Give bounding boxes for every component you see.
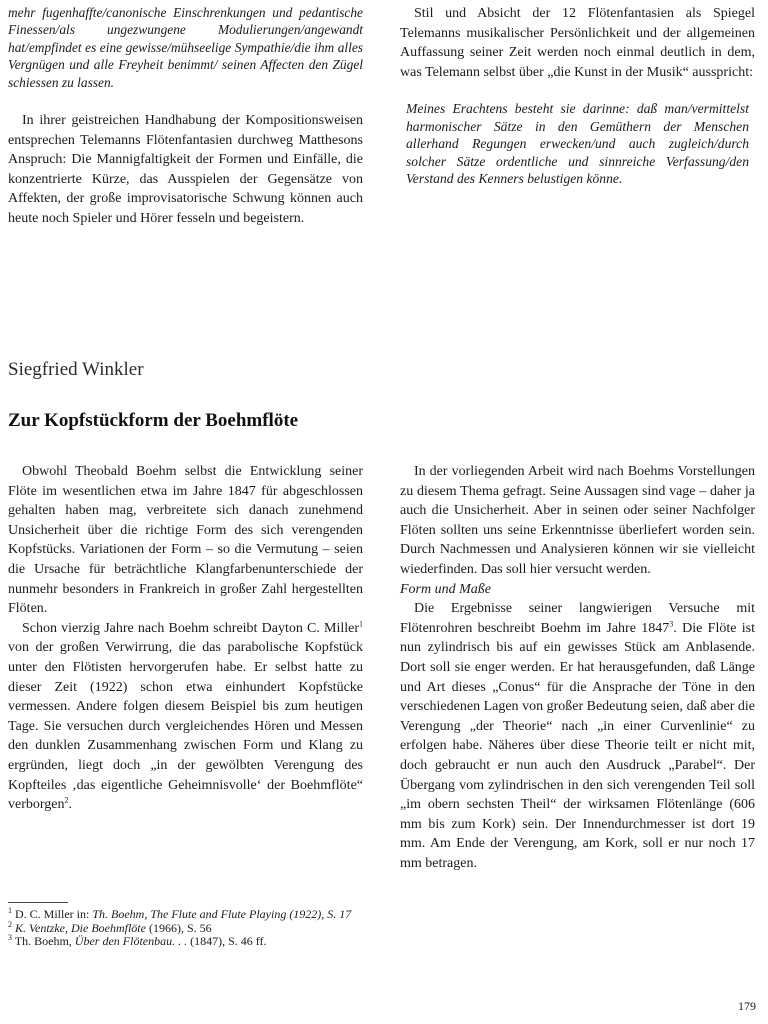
article-paragraph: In der vorliegenden Arbeit wird nach Boehms Vorstellungen zu diesem Thema gefragt. Seine Aussagen sind vage – daher ja auch die Unsicherheit. Aber in seinen oder seiner Nachfolger Flöten sollten uns seine Erkenntnisse überliefert worden sein. Durch Nachmessen und Analysieren können wir sie vielleicht wiederfinden. Das soll hier versucht werden. [400, 464, 755, 577]
telemann-quote-continued: mehr fugenhaffte/canonische Einschrenkungen und pedantische Finessen/als ungezwungene Modulierungen/angewandt hat/empfindet es eine gewisse/mühseelige Sympathie/die ihm alles Vergnügen und alle Freyheit benimmt/ seinen Affecten den Zügel schiessen zu lassen. [8, 5, 363, 90]
top-left-column [8, 4, 363, 229]
telemann-intro-paragraph: Stil und Absicht der 12 Flötenfantasien als Spiegel Telemanns musikalischer Persönlichkeit und der allgemeinen Auffassung seiner Zeit werden noch einmal deutlich in dem, was Telemann selbst über „die Kunst in der Musik“ ausspricht: [400, 6, 755, 80]
footnote-number: 2 [8, 919, 12, 929]
footnote-text: D. C. Miller in: [15, 907, 93, 921]
article-author: Siegfried Winkler [8, 359, 144, 380]
paragraph-text: . Die Flöte ist nun zylindrisch bis auf ein gewisses Stück am Anblasende. Dort soll sie enger werden. Er hat herausgefunden, daß Länge und Art dieses „Conus“ für die Ansprache der Töne in den verschiedenen Lagen von großer Bedeutung seien, daß aber die Verengung „der Theorie“ nach „in einer Curvenlinie“ zu erfolgen habe. Näheres über diese Theorie teilt er nicht mit, doch gebraucht er nun auch den Ausdruck „Parabel“. Der Übergang vom zylindrischen in den sich verengenden Teil soll „im obern sechsten Theil“ der wirksamen Flötenlänge (606 mm bis zum Kork) sein. Der Innendurchmesser ist dort 19 mm. Am Ende der Verengung, am Kork, soll er nur noch 17 mm betragen. [400, 620, 755, 871]
article-paragraph: Obwohl Theobald Boehm selbst die Entwicklung seiner Flöte im wesentlichen etwa im Jahre 1847 für abgeschlossen gehalten haben mag, verbreitete sich danach zunehmend Unsicherheit über die richtige Form des sich verengenden Kopfstücks. Variationen der Form – so die Vermutung – seien die Ursache für beträchtliche Klangfarbenunterschiede der nunmehr besonders in Frankreich in großer Zahl hergestellten Flöten. [8, 464, 363, 617]
footnote-citation: Th. Boehm, The Flute and Flute Playing (1922), S. 17 [92, 907, 352, 921]
footnote [8, 908, 378, 922]
telemann-block-quote: Meines Erachtens besteht sie darinne: daß man/vermittelst harmonischer Sätze in den Gemüthern der Menschen allerhand Regungen erwecken/und auch zugleich/durch solcher Sätze ordentliche und sinnreiche Verfassung/den Verstand des Kenners belustigen könne. [406, 101, 749, 186]
paragraph-text: Schon vierzig Jahre nach Boehm schreibt Dayton C. Miller [22, 620, 359, 636]
footnote-number: 1 [8, 906, 12, 915]
article-paragraph [8, 619, 363, 815]
top-right-column [400, 4, 755, 187]
footnote-text: (1847), S. 46 ff. [187, 934, 267, 949]
footnote-text: Th. Boehm, [14, 934, 75, 949]
footnote-ref: 2 [64, 795, 69, 805]
telemann-paragraph: In ihrer geistreichen Handhabung der Kompositionsweisen entsprechen Telemanns Flötenfantasien durchweg Matthesons Anspruch: Die Mannigfaltigkeit der Formen und Einfälle, die konzentrierte Kürze, das Ausspielen der Gegensätze von Affekten, der große improvisatorische Schwung können auch heute noch Spieler und Hörer fesseln und begeistern. [8, 113, 363, 226]
paragraph-text: von der großen Verwirrung, die das parabolische Kopfstück unter den Flötisten hervorgerufen habe. Er selbst hatte zu dieser Zeit (1922) schon etwa einhundert Kopfstücke vermessen. Andere folgen diesem Beispiel bis zum heutigen Tage. Sie versuchen durch vergleichendes Hören und Messen den dunklen Zusammenhang zwischen Form und Klang zu ergründen, liegt doch „in der gewölbten Verengung des Kopfteiles ‚das eigentliche Geheimnisvolle‘ der Boehmflöte“ verborgen [8, 640, 363, 813]
footnote [8, 935, 378, 949]
footnote-number: 3 [8, 933, 12, 943]
footnote-ref: 1 [359, 619, 363, 629]
footnote-divider [8, 902, 68, 903]
paragraph-text: Die Ergebnisse seiner langwierigen Versuche mit Flötenrohren beschreibt Boehm im Jahre 1847 [400, 601, 755, 636]
footnote-text: (1966), S. 56 [145, 920, 212, 935]
page-number: 179 [738, 999, 756, 1013]
footnotes [8, 908, 378, 949]
article-paragraph [400, 599, 755, 873]
footnote-citation: K. Ventzke, Die Boehmflöte [15, 920, 146, 935]
section-subheading: Form und Maße [400, 581, 491, 597]
article-title: Zur Kopfstückform der Boehmflöte [8, 410, 299, 431]
footnote-citation: Über den Flötenbau. . . [74, 934, 188, 949]
article-left-column [8, 462, 363, 815]
paragraph-text: . [68, 797, 72, 813]
article-right-column [400, 462, 755, 873]
footnote-ref: 3 [669, 619, 674, 629]
